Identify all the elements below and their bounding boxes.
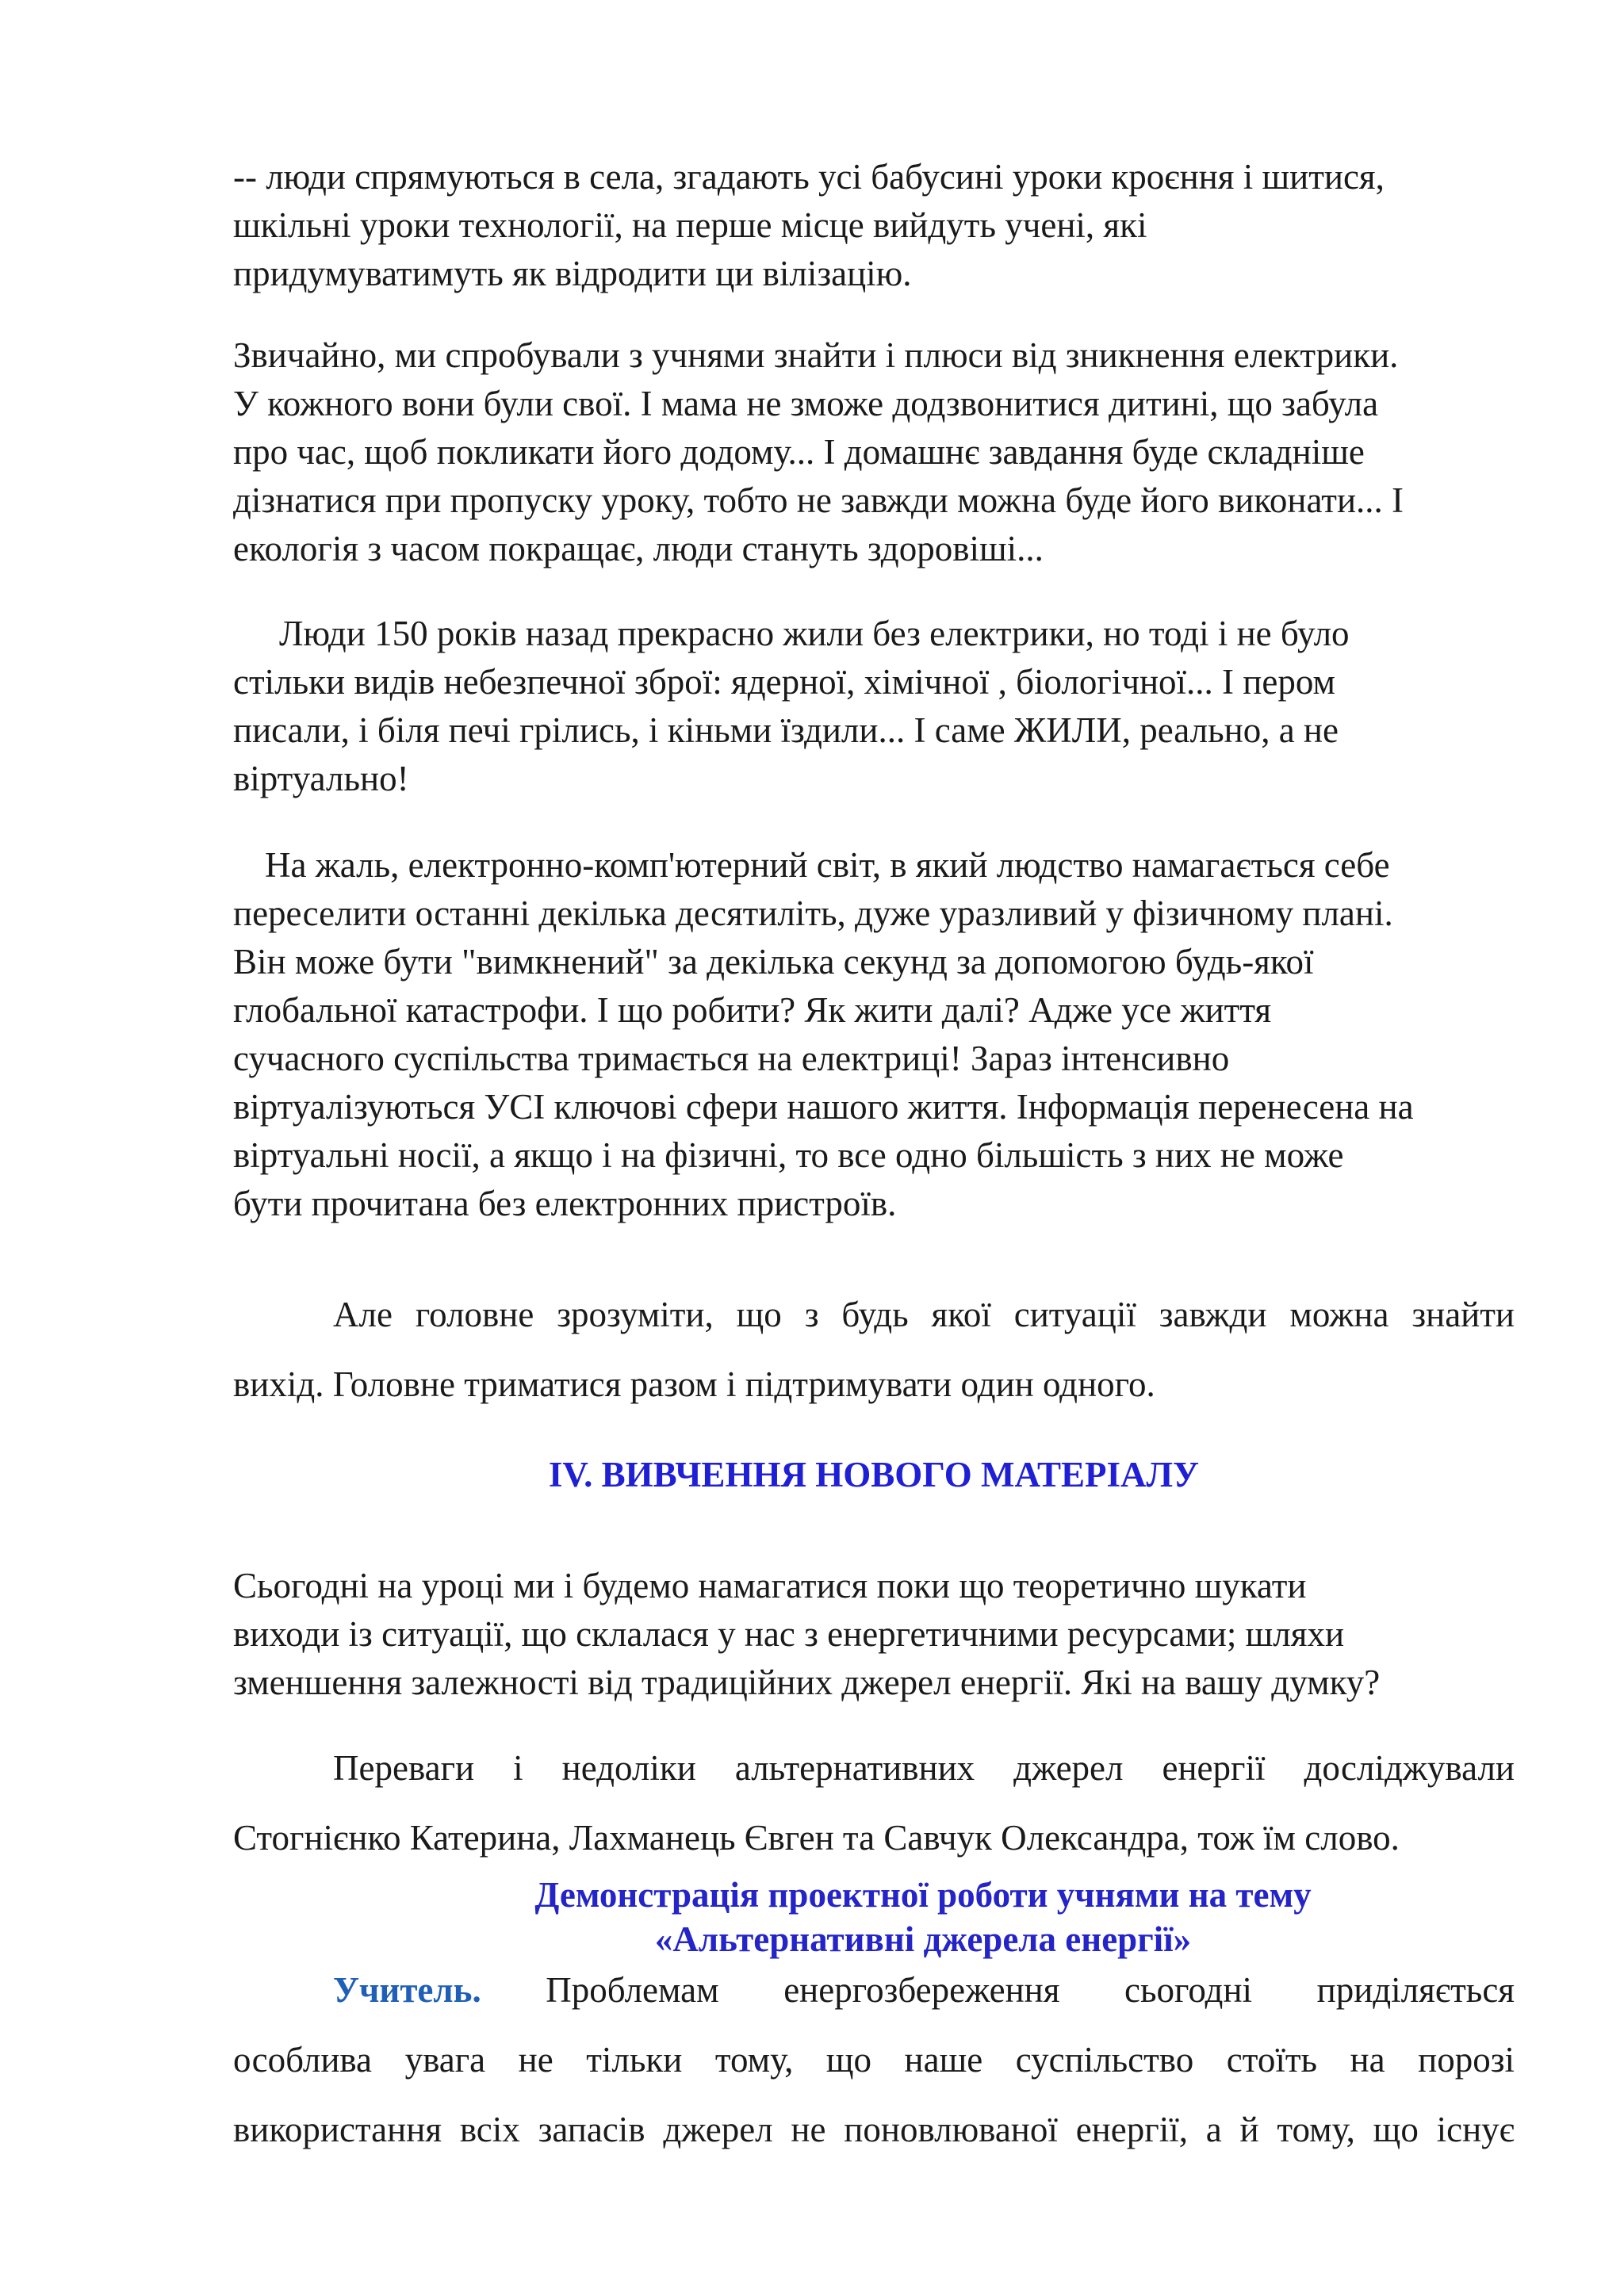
paragraph-3 <box>233 610 1515 803</box>
text-line: зменшення залежності від традиційних джерел енергії. Які на вашу думку? <box>233 1663 1381 1702</box>
paragraph-6 <box>233 1562 1515 1707</box>
text-line: сучасного суспільства тримається на електриці! Зараз інтенсивно <box>233 1039 1230 1078</box>
text-line: віртуальні носії, а якщо і на фізичні, то все одно більшість з них не може <box>233 1135 1344 1175</box>
text-line: шкільні уроки технології, на перше місце вийдуть учені, які <box>233 205 1147 245</box>
text-line: Переваги і недоліки альтернативних джерел енергії досліджували <box>333 1748 1515 1788</box>
text-line: про час, щоб покликати його додому... І домашнє завдання буде складніше <box>233 432 1365 472</box>
teacher-label: Учитель. <box>333 1970 481 2010</box>
section-heading: IV. ВИВЧЕННЯ НОВОГО МАТЕРІАЛУ <box>548 1455 1200 1494</box>
text-line: -- люди спрямуються в села, згадають усі бабусині уроки кроєння і шитися, <box>233 157 1385 197</box>
paragraph-2 <box>233 331 1515 573</box>
paragraph-5 <box>233 1280 1515 1419</box>
text-line: переселити останні декілька десятиліть, дуже уразливий у фізичному плані. <box>233 894 1393 933</box>
demo-heading-line: «Альтернативні джерела енергії» <box>654 1919 1192 1959</box>
demo-heading <box>233 1873 1613 1961</box>
text-line: стільки видів небезпечної зброї: ядерної, хімічної , біологічної... І пером <box>233 662 1335 702</box>
text-line: глобальної катастрофи. І що робити? Як жити далі? Адже усе життя <box>233 990 1272 1030</box>
text-line: дізнатися при пропуску уроку, тобто не завжди можна буде його виконати... І <box>233 480 1404 520</box>
paragraph-4 <box>233 841 1515 1228</box>
text-line: Стогнієнко Катерина, Лахманець Євген та Савчук Олександра, тож їм слово. <box>233 1818 1400 1858</box>
text-line: вихід. Головне триматися разом і підтримувати один одного. <box>233 1364 1155 1404</box>
text-line: бути прочитана без електронних пристроїв. <box>233 1184 897 1223</box>
teacher-line-text: Проблемам енергозбереження сьогодні приділяється <box>546 1970 1515 2010</box>
text-line <box>233 1955 1515 2025</box>
text-line: використання всіх запасів джерел не поновлюваної енергії, а й тому, що існує <box>233 2110 1515 2149</box>
paragraph-7 <box>233 1733 1515 1873</box>
text-line: На жаль, електронно-комп'ютерний світ, в який людство намагається себе <box>265 845 1390 885</box>
text-line: віртуально! <box>233 759 409 798</box>
text-line: придумуватимуть як відродити ци вілізацію. <box>233 254 912 293</box>
text-line: Але головне зрозуміти, що з будь якої ситуації завжди можна знайти <box>333 1295 1515 1334</box>
paragraph-1 <box>233 153 1515 298</box>
text-line: Сьогодні на уроці ми і будемо намагатися поки що теоретично шукати <box>233 1566 1307 1605</box>
text-line: екологія з часом покращає, люди стануть здоровіші... <box>233 529 1044 568</box>
text-line: Звичайно, ми спробували з учнями знайти і плюси від зникнення електрики. <box>233 335 1399 375</box>
text-line: віртуалізуються УСІ ключові сфери нашого життя. Інформація перенесена на <box>233 1087 1414 1127</box>
text-line: особлива увага не тільки тому, що наше суспільство стоїть на порозі <box>233 2040 1515 2080</box>
demo-heading-line: Демонстрація проектної роботи учнями на тему <box>534 1875 1312 1915</box>
paragraph-8 <box>233 1955 1515 2164</box>
text-line: виходи із ситуації, що склалася у нас з енергетичними ресурсами; шляхи <box>233 1614 1345 1654</box>
text-line: Люди 150 років назад прекрасно жили без електрики, но тоді і не було <box>279 614 1350 653</box>
text-line: У кожного вони були свої. І мама не зможе додзвонитися дитині, що забула <box>233 384 1379 423</box>
text-line: писали, і біля печі грілись, і кіньми їздили... І саме ЖИЛИ, реально, а не <box>233 710 1339 750</box>
text-line: Він може бути "вимкнений" за декілька секунд за допомогою будь-якої <box>233 942 1314 982</box>
